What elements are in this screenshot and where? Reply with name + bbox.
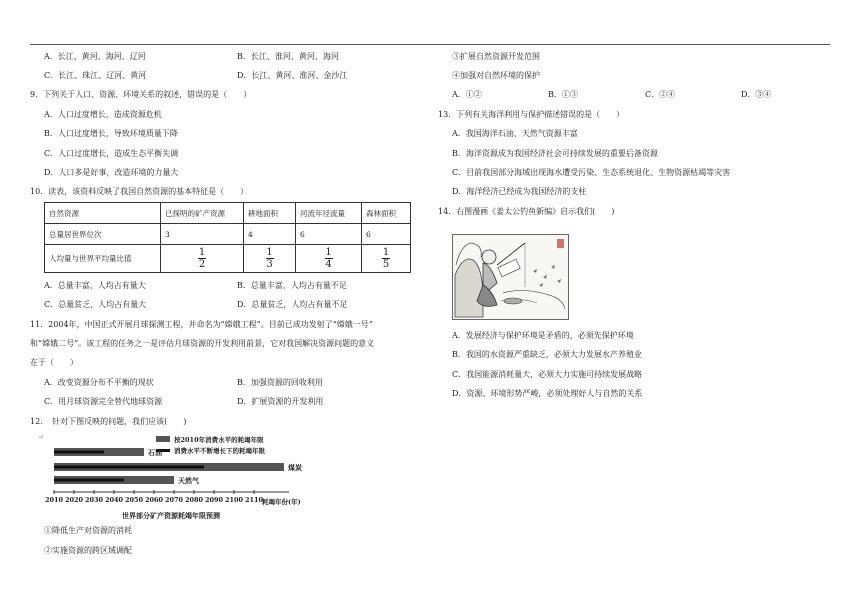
table-header-forest: 森林面积	[362, 203, 411, 224]
q13-option-b: B．海洋资源成为我国经济社会可持续发展的重要后备资源	[452, 149, 658, 158]
q12-answer-a: A．①②	[452, 90, 482, 99]
bar-label: 煤炭	[288, 463, 302, 472]
q11-option-b: B．加强资源的回收利用	[237, 378, 323, 387]
x-tick-label: 2080	[184, 496, 204, 504]
table-row-label-rank: 总量居世界位次	[45, 224, 161, 245]
table-cell-ratio	[362, 245, 411, 273]
table-header-runoff: 河流年径流量	[296, 203, 362, 224]
fraction	[325, 247, 333, 270]
q14-option-a: A．发展经济与保护环境是矛盾的，必须先保护环境	[452, 331, 634, 340]
legend-swatch-current	[156, 436, 170, 442]
q9-stem: 9．下列关于人口、资源、环境关系的叙述，错误的是（ ）	[30, 90, 252, 99]
table-cell-rank: 3	[161, 224, 244, 245]
fraction	[266, 247, 274, 270]
chart-title: 世界部分矿产资源耗竭年限预测	[122, 511, 220, 520]
fraction-numerator: 1	[382, 247, 390, 258]
x-tick-label: 2060	[144, 496, 164, 504]
x-tick-label: 2070	[164, 496, 184, 504]
q11-option-c: C．用月球资源完全替代地球资源	[44, 397, 163, 406]
x-tick-label: 2030	[84, 496, 104, 504]
x-tick-label: 2050	[124, 496, 144, 504]
q11-option-a: A．改变资源分布不平衡的现状	[44, 378, 154, 387]
q12-option-2: ②实施资源的跨区域调配	[44, 546, 132, 555]
bar-growing-consumption	[54, 451, 104, 454]
legend-label-current: 按2010年消费水平的耗竭年限	[174, 436, 264, 444]
q8-option-c: C．长江、珠江、辽河、黄河	[44, 71, 147, 80]
table-cell-ratio	[161, 245, 244, 273]
fraction-numerator: 1	[266, 247, 273, 258]
resource-table	[44, 202, 411, 273]
legend-label-growth: 消费水平不断增长下的耗竭年限	[174, 447, 265, 455]
table-cell-rank: 4	[244, 224, 296, 245]
q12-answer-d: D．③④	[741, 90, 772, 99]
fraction	[382, 247, 390, 270]
fraction-numerator: 1	[325, 247, 332, 258]
x-tick-label: 2020	[64, 496, 84, 504]
q12-stem: 12． 针对下图反映的问题，我们应该( )	[30, 417, 187, 426]
table-header-minerals: 已探明的矿产资源	[161, 203, 244, 224]
cartoon-illustration	[452, 234, 569, 320]
table-cell-ratio	[296, 245, 362, 273]
depletion-chart	[44, 434, 302, 524]
fraction-denominator: 3	[266, 259, 273, 270]
table-cell-rank: 6	[296, 224, 362, 245]
x-tick-label: 2110	[244, 496, 264, 504]
q14-option-d: D．资源、环境形势严峻，必须处理好人与自然的关系	[452, 389, 643, 398]
table-row-label-ratio: 人均量与世界平均量比值	[45, 245, 161, 273]
q14-stem: 14．右图漫画《姜太公钓鱼新编》启示我们( )	[438, 207, 615, 216]
fraction-denominator: 5	[382, 259, 390, 270]
q11-option-d: D．扩展资源的开发利用	[237, 397, 324, 406]
x-tick-label: 2040	[104, 496, 124, 504]
q11-stem-line3: 在于（ ）	[30, 358, 78, 367]
q13-option-c: C．目前我国部分海域出现海水遭受污染、生态系统退化、生物资源枯竭等灾害	[452, 168, 731, 177]
table-header-resource: 自然资源	[45, 203, 161, 224]
bar-label: 石油	[148, 448, 162, 457]
top-rule	[30, 44, 830, 45]
q13-option-d: D．海洋经济已经成为我国经济的支柱	[452, 187, 587, 196]
fraction	[198, 247, 206, 270]
q12-answer-b: B．①③	[548, 90, 578, 99]
x-tick-label: 2100	[224, 496, 244, 504]
q8-option-a: A．长江、黄河、海河、辽河	[44, 52, 146, 61]
q9-option-a: A．人口过度增长，造成资源危机	[44, 110, 162, 119]
q14-option-b: B．我国的水资源严重缺乏，必须大力发展水产养殖业	[452, 350, 642, 359]
paragraph-mark: ↵	[38, 433, 44, 441]
table-header-farmland: 耕地面积	[244, 203, 296, 224]
q9-option-c: C．人口过度增长，造成生态平衡失调	[44, 149, 179, 158]
q13-stem: 13．下列有关海洋利用与保护描述错误的是（ ）	[438, 110, 625, 119]
bar-growing-consumption	[54, 466, 204, 469]
q10-option-d: D．总量贫乏，人均占有量不足	[237, 300, 348, 309]
q11-stem-line2: 和“嫦娥二号”。该工程的任务之一是评估月球资源的开发利用前景，它对我国解决资源问题的意义	[30, 339, 375, 348]
fraction-denominator: 4	[325, 259, 332, 270]
x-tick-label: 2090	[204, 496, 224, 504]
q12-option-4: ④加强对自然环境的保护	[452, 71, 540, 80]
q12-option-3: ③扩展自然资源开发范围	[452, 52, 540, 61]
bar-growing-consumption	[54, 479, 124, 482]
q14-option-c: C．我国能源消耗量大，必须大力实施可持续发展战略	[452, 370, 643, 379]
q11-stem-line1: 11．2004年，中国正式开展月球探测工程，并命名为“嫦娥工程”。目前已成功发射了“嫦娥一号”	[30, 320, 373, 329]
x-tick-label: 2010	[44, 496, 64, 504]
q12-answer-c: C．②④	[645, 90, 676, 99]
q10-stem: 10．读表，该资料反映了我国自然资源的基本特征是（ ）	[30, 187, 249, 196]
q10-option-a: A．总量丰富，人均占有量大	[44, 281, 146, 290]
q8-option-b: B．长江、淮河、黄河、海河	[237, 52, 339, 61]
table-cell-ratio	[244, 245, 296, 273]
q9-option-d: D．人口多是好事，改造环境的力量大	[44, 168, 179, 177]
q10-option-b: B．总量丰富，人均占有量不足	[237, 281, 347, 290]
bar-label: 天然气	[178, 476, 199, 485]
fraction-denominator: 2	[198, 259, 206, 270]
q10-option-c: C．总量贫乏，人均占有量大	[44, 300, 147, 309]
table-cell-rank: 6	[362, 224, 411, 245]
q9-option-b: B．人口过度增长，导致环境质量下降	[44, 129, 178, 138]
q8-option-d: D．长江、黄河、淮河、金沙江	[237, 71, 348, 80]
fraction-numerator: 1	[198, 247, 206, 258]
q12-option-1: ①降低生产对资源的消耗	[44, 526, 132, 535]
x-axis-label: 耗竭年份(年)	[262, 498, 301, 506]
q13-option-a: A．我国海洋石油、天然气资源丰富	[452, 129, 578, 138]
